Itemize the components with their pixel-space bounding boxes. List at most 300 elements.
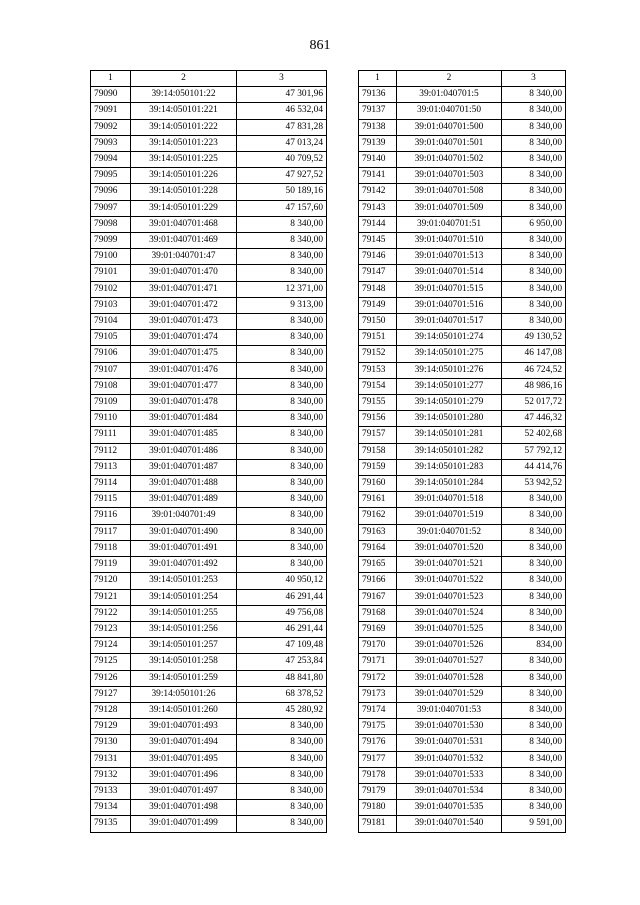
- cadastral-number-cell: 39:01:040701:527: [397, 654, 502, 670]
- table-row: [91, 589, 327, 605]
- table-row: [359, 767, 566, 783]
- registry-table-left: [90, 70, 327, 833]
- cadastral-number-cell: 39:14:050101:259: [131, 670, 237, 686]
- table-row: [91, 427, 327, 443]
- value-cell: 8 340,00: [237, 314, 327, 330]
- row-number-cell: 79140: [359, 152, 397, 168]
- value-cell: 40 950,12: [237, 573, 327, 589]
- cadastral-number-cell: 39:01:040701:468: [131, 216, 237, 232]
- cadastral-number-cell: 39:14:050101:275: [397, 346, 502, 362]
- cadastral-number-cell: 39:14:050101:282: [397, 443, 502, 459]
- cadastral-number-cell: 39:01:040701:503: [397, 168, 502, 184]
- cadastral-number-cell: 39:01:040701:501: [397, 135, 502, 151]
- cadastral-number-cell: 39:14:050101:279: [397, 395, 502, 411]
- row-number-cell: 79153: [359, 362, 397, 378]
- cadastral-number-cell: 39:01:040701:484: [131, 411, 237, 427]
- value-cell: 8 340,00: [237, 767, 327, 783]
- cadastral-number-cell: 39:01:040701:525: [397, 621, 502, 637]
- registry-table-right: [358, 70, 566, 833]
- value-cell: 8 340,00: [237, 395, 327, 411]
- value-cell: 8 340,00: [502, 783, 566, 799]
- cadastral-number-cell: 39:01:040701:489: [131, 492, 237, 508]
- row-number-cell: 79171: [359, 654, 397, 670]
- table-row: [359, 589, 566, 605]
- table-row: [91, 330, 327, 346]
- cadastral-number-cell: 39:01:040701:493: [131, 719, 237, 735]
- row-number-cell: 79118: [91, 540, 131, 556]
- table-row: [359, 314, 566, 330]
- table-row: [91, 281, 327, 297]
- row-number-cell: 79160: [359, 476, 397, 492]
- row-number-cell: 79130: [91, 735, 131, 751]
- row-number-cell: 79119: [91, 557, 131, 573]
- row-number-cell: 79136: [359, 87, 397, 103]
- table-row: [359, 184, 566, 200]
- value-cell: 8 340,00: [237, 411, 327, 427]
- table-row: [91, 395, 327, 411]
- value-cell: 8 340,00: [237, 557, 327, 573]
- cadastral-number-cell: 39:01:040701:491: [131, 540, 237, 556]
- cadastral-number-cell: 39:14:050101:228: [131, 184, 237, 200]
- value-cell: 48 841,80: [237, 670, 327, 686]
- value-cell: 46 291,44: [237, 589, 327, 605]
- row-number-cell: 79165: [359, 557, 397, 573]
- cadastral-number-cell: 39:01:040701:485: [131, 427, 237, 443]
- row-number-cell: 79104: [91, 314, 131, 330]
- value-cell: 47 927,52: [237, 168, 327, 184]
- cadastral-number-cell: 39:14:050101:223: [131, 135, 237, 151]
- row-number-cell: 79111: [91, 427, 131, 443]
- table-row: [359, 216, 566, 232]
- table-row: [91, 119, 327, 135]
- value-cell: 8 340,00: [502, 233, 566, 249]
- value-cell: 47 157,60: [237, 200, 327, 216]
- table-row: [359, 654, 566, 670]
- table-row: [91, 540, 327, 556]
- table-row: [91, 638, 327, 654]
- row-number-cell: 79122: [91, 605, 131, 621]
- value-cell: 8 340,00: [502, 540, 566, 556]
- value-cell: 6 950,00: [502, 216, 566, 232]
- cadastral-number-cell: 39:14:050101:260: [131, 702, 237, 718]
- table-row: [359, 621, 566, 637]
- value-cell: 8 340,00: [237, 233, 327, 249]
- value-cell: 8 340,00: [237, 816, 327, 832]
- cadastral-number-cell: 39:14:050101:283: [397, 459, 502, 475]
- row-number-cell: 79150: [359, 314, 397, 330]
- row-number-cell: 79134: [91, 800, 131, 816]
- table-row: [91, 184, 327, 200]
- value-cell: 8 340,00: [237, 800, 327, 816]
- column-header-3: 3: [237, 71, 327, 87]
- cadastral-number-cell: 39:14:050101:26: [131, 686, 237, 702]
- table-row: [91, 605, 327, 621]
- table-row: [359, 686, 566, 702]
- row-number-cell: 79170: [359, 638, 397, 654]
- value-cell: 53 942,52: [502, 476, 566, 492]
- table-row: [91, 735, 327, 751]
- value-cell: 46 291,44: [237, 621, 327, 637]
- cadastral-number-cell: 39:14:050101:281: [397, 427, 502, 443]
- header-row: [359, 71, 566, 87]
- header-row: [91, 71, 327, 87]
- row-number-cell: 79144: [359, 216, 397, 232]
- table-row: [359, 816, 566, 832]
- row-number-cell: 79121: [91, 589, 131, 605]
- cadastral-number-cell: 39:01:040701:529: [397, 686, 502, 702]
- value-cell: 8 340,00: [502, 751, 566, 767]
- table-row: [359, 443, 566, 459]
- row-number-cell: 79169: [359, 621, 397, 637]
- value-cell: 8 340,00: [502, 492, 566, 508]
- row-number-cell: 79143: [359, 200, 397, 216]
- cadastral-number-cell: 39:01:040701:477: [131, 378, 237, 394]
- row-number-cell: 79120: [91, 573, 131, 589]
- table-row: [359, 152, 566, 168]
- row-number-cell: 79105: [91, 330, 131, 346]
- cadastral-number-cell: 39:01:040701:515: [397, 281, 502, 297]
- table-row: [359, 605, 566, 621]
- value-cell: 8 340,00: [237, 783, 327, 799]
- table-row: [91, 670, 327, 686]
- table-row: [91, 492, 327, 508]
- row-number-cell: 79124: [91, 638, 131, 654]
- row-number-cell: 79093: [91, 135, 131, 151]
- table-row: [91, 249, 327, 265]
- table-row: [91, 378, 327, 394]
- value-cell: 46 147,08: [502, 346, 566, 362]
- table-row: [359, 87, 566, 103]
- row-number-cell: 79096: [91, 184, 131, 200]
- row-number-cell: 79157: [359, 427, 397, 443]
- cadastral-number-cell: 39:14:050101:22: [131, 87, 237, 103]
- cadastral-number-cell: 39:14:050101:256: [131, 621, 237, 637]
- row-number-cell: 79129: [91, 719, 131, 735]
- cadastral-number-cell: 39:01:040701:517: [397, 314, 502, 330]
- cadastral-number-cell: 39:14:050101:257: [131, 638, 237, 654]
- table-row: [91, 686, 327, 702]
- row-number-cell: 79106: [91, 346, 131, 362]
- cadastral-number-cell: 39:01:040701:475: [131, 346, 237, 362]
- table-row: [359, 362, 566, 378]
- cadastral-number-cell: 39:14:050101:229: [131, 200, 237, 216]
- value-cell: 8 340,00: [237, 362, 327, 378]
- value-cell: 8 340,00: [502, 297, 566, 313]
- value-cell: 8 340,00: [237, 443, 327, 459]
- row-number-cell: 79090: [91, 87, 131, 103]
- value-cell: 8 340,00: [502, 87, 566, 103]
- table-row: [359, 281, 566, 297]
- row-number-cell: 79112: [91, 443, 131, 459]
- cadastral-number-cell: 39:01:040701:492: [131, 557, 237, 573]
- value-cell: 8 340,00: [502, 654, 566, 670]
- row-number-cell: 79154: [359, 378, 397, 394]
- cadastral-number-cell: 39:01:040701:495: [131, 751, 237, 767]
- row-number-cell: 79113: [91, 459, 131, 475]
- table-row: [359, 508, 566, 524]
- value-cell: 8 340,00: [502, 800, 566, 816]
- cadastral-number-cell: 39:01:040701:519: [397, 508, 502, 524]
- cadastral-number-cell: 39:14:050101:254: [131, 589, 237, 605]
- row-number-cell: 79116: [91, 508, 131, 524]
- table-row: [91, 200, 327, 216]
- value-cell: 50 189,16: [237, 184, 327, 200]
- table-row: [91, 816, 327, 832]
- table-row: [359, 670, 566, 686]
- value-cell: 8 340,00: [237, 249, 327, 265]
- value-cell: 8 340,00: [502, 135, 566, 151]
- row-number-cell: 79155: [359, 395, 397, 411]
- row-number-cell: 79175: [359, 719, 397, 735]
- row-number-cell: 79149: [359, 297, 397, 313]
- table-row: [91, 654, 327, 670]
- cadastral-number-cell: 39:14:050101:284: [397, 476, 502, 492]
- cadastral-number-cell: 39:01:040701:500: [397, 119, 502, 135]
- cadastral-number-cell: 39:01:040701:516: [397, 297, 502, 313]
- cadastral-number-cell: 39:01:040701:52: [397, 524, 502, 540]
- table-row: [359, 330, 566, 346]
- cadastral-number-cell: 39:01:040701:524: [397, 605, 502, 621]
- row-number-cell: 79126: [91, 670, 131, 686]
- value-cell: 8 340,00: [502, 767, 566, 783]
- cadastral-number-cell: 39:01:040701:47: [131, 249, 237, 265]
- value-cell: 8 340,00: [502, 605, 566, 621]
- row-number-cell: 79101: [91, 265, 131, 281]
- cadastral-number-cell: 39:01:040701:530: [397, 719, 502, 735]
- row-number-cell: 79146: [359, 249, 397, 265]
- cadastral-number-cell: 39:01:040701:53: [397, 702, 502, 718]
- value-cell: 68 378,52: [237, 686, 327, 702]
- value-cell: 8 340,00: [502, 508, 566, 524]
- value-cell: 12 371,00: [237, 281, 327, 297]
- cadastral-number-cell: 39:01:040701:494: [131, 735, 237, 751]
- cadastral-number-cell: 39:01:040701:49: [131, 508, 237, 524]
- row-number-cell: 79138: [359, 119, 397, 135]
- table-row: [359, 524, 566, 540]
- table-row: [359, 459, 566, 475]
- row-number-cell: 79115: [91, 492, 131, 508]
- value-cell: 40 709,52: [237, 152, 327, 168]
- value-cell: 8 340,00: [502, 103, 566, 119]
- row-number-cell: 79131: [91, 751, 131, 767]
- row-number-cell: 79097: [91, 200, 131, 216]
- value-cell: 8 340,00: [502, 557, 566, 573]
- row-number-cell: 79158: [359, 443, 397, 459]
- value-cell: 9 591,00: [502, 816, 566, 832]
- row-number-cell: 79145: [359, 233, 397, 249]
- cadastral-number-cell: 39:01:040701:474: [131, 330, 237, 346]
- row-number-cell: 79181: [359, 816, 397, 832]
- table-row: [359, 540, 566, 556]
- cadastral-number-cell: 39:01:040701:513: [397, 249, 502, 265]
- cadastral-number-cell: 39:14:050101:276: [397, 362, 502, 378]
- cadastral-number-cell: 39:01:040701:469: [131, 233, 237, 249]
- column-header-3: 3: [502, 71, 566, 87]
- cadastral-number-cell: 39:01:040701:522: [397, 573, 502, 589]
- cadastral-number-cell: 39:01:040701:514: [397, 265, 502, 281]
- cadastral-number-cell: 39:01:040701:533: [397, 767, 502, 783]
- value-cell: 8 340,00: [237, 427, 327, 443]
- table-row: [91, 233, 327, 249]
- table-row: [359, 476, 566, 492]
- table-row: [359, 168, 566, 184]
- cadastral-number-cell: 39:01:040701:526: [397, 638, 502, 654]
- row-number-cell: 79178: [359, 767, 397, 783]
- row-number-cell: 79117: [91, 524, 131, 540]
- value-cell: 8 340,00: [502, 621, 566, 637]
- table-row: [91, 297, 327, 313]
- table-row: [91, 476, 327, 492]
- cadastral-number-cell: 39:01:040701:521: [397, 557, 502, 573]
- row-number-cell: 79132: [91, 767, 131, 783]
- row-number-cell: 79168: [359, 605, 397, 621]
- cadastral-number-cell: 39:14:050101:221: [131, 103, 237, 119]
- cadastral-number-cell: 39:01:040701:487: [131, 459, 237, 475]
- row-number-cell: 79127: [91, 686, 131, 702]
- page-number: 861: [309, 38, 331, 53]
- table-row: [359, 751, 566, 767]
- table-row: [359, 200, 566, 216]
- table-row: [91, 265, 327, 281]
- row-number-cell: 79094: [91, 152, 131, 168]
- table-row: [359, 427, 566, 443]
- value-cell: 8 340,00: [237, 719, 327, 735]
- value-cell: 8 340,00: [502, 314, 566, 330]
- value-cell: 8 340,00: [502, 702, 566, 718]
- cadastral-number-cell: 39:01:040701:490: [131, 524, 237, 540]
- row-number-cell: 79163: [359, 524, 397, 540]
- row-number-cell: 79141: [359, 168, 397, 184]
- column-header-2: 2: [131, 71, 237, 87]
- cadastral-number-cell: 39:01:040701:508: [397, 184, 502, 200]
- value-cell: 8 340,00: [237, 751, 327, 767]
- cadastral-number-cell: 39:01:040701:528: [397, 670, 502, 686]
- value-cell: 47 109,48: [237, 638, 327, 654]
- row-number-cell: 79152: [359, 346, 397, 362]
- value-cell: 52 402,68: [502, 427, 566, 443]
- cadastral-number-cell: 39:14:050101:253: [131, 573, 237, 589]
- cadastral-number-cell: 39:14:050101:222: [131, 119, 237, 135]
- column-header-2: 2: [397, 71, 502, 87]
- cadastral-number-cell: 39:14:050101:226: [131, 168, 237, 184]
- table-row: [91, 751, 327, 767]
- value-cell: 8 340,00: [502, 670, 566, 686]
- value-cell: 8 340,00: [237, 735, 327, 751]
- row-number-cell: 79147: [359, 265, 397, 281]
- value-cell: 8 340,00: [237, 492, 327, 508]
- table-row: [91, 362, 327, 378]
- value-cell: 8 340,00: [237, 508, 327, 524]
- table-row: [91, 783, 327, 799]
- cadastral-number-cell: 39:01:040701:509: [397, 200, 502, 216]
- table-row: [359, 702, 566, 718]
- value-cell: 46 724,52: [502, 362, 566, 378]
- row-number-cell: 79161: [359, 492, 397, 508]
- table-row: [91, 135, 327, 151]
- table-row: [91, 459, 327, 475]
- row-number-cell: 79177: [359, 751, 397, 767]
- table-row: [359, 103, 566, 119]
- table-row: [359, 783, 566, 799]
- cadastral-number-cell: 39:01:040701:498: [131, 800, 237, 816]
- row-number-cell: 79098: [91, 216, 131, 232]
- cadastral-number-cell: 39:01:040701:531: [397, 735, 502, 751]
- row-number-cell: 79103: [91, 297, 131, 313]
- row-number-cell: 79156: [359, 411, 397, 427]
- cadastral-number-cell: 39:01:040701:51: [397, 216, 502, 232]
- cadastral-number-cell: 39:01:040701:497: [131, 783, 237, 799]
- table-row: [91, 800, 327, 816]
- row-number-cell: 79166: [359, 573, 397, 589]
- row-number-cell: 79180: [359, 800, 397, 816]
- row-number-cell: 79092: [91, 119, 131, 135]
- table-row: [359, 557, 566, 573]
- value-cell: 47 253,84: [237, 654, 327, 670]
- row-number-cell: 79176: [359, 735, 397, 751]
- row-number-cell: 79159: [359, 459, 397, 475]
- table-row: [359, 395, 566, 411]
- row-number-cell: 79151: [359, 330, 397, 346]
- row-number-cell: 79172: [359, 670, 397, 686]
- value-cell: 57 792,12: [502, 443, 566, 459]
- table-row: [359, 492, 566, 508]
- value-cell: 8 340,00: [502, 524, 566, 540]
- row-number-cell: 79164: [359, 540, 397, 556]
- cadastral-number-cell: 39:01:040701:510: [397, 233, 502, 249]
- row-number-cell: 79174: [359, 702, 397, 718]
- value-cell: 8 340,00: [502, 573, 566, 589]
- value-cell: 8 340,00: [237, 524, 327, 540]
- table-row: [359, 378, 566, 394]
- value-cell: 52 017,72: [502, 395, 566, 411]
- value-cell: 8 340,00: [502, 152, 566, 168]
- row-number-cell: 79102: [91, 281, 131, 297]
- value-cell: 8 340,00: [502, 249, 566, 265]
- value-cell: 47 301,96: [237, 87, 327, 103]
- table-row: [359, 265, 566, 281]
- value-cell: 8 340,00: [237, 265, 327, 281]
- value-cell: 8 340,00: [237, 216, 327, 232]
- row-number-cell: 79125: [91, 654, 131, 670]
- value-cell: 8 340,00: [502, 200, 566, 216]
- column-header-1: 1: [91, 71, 131, 87]
- column-header-1: 1: [359, 71, 397, 87]
- row-number-cell: 79108: [91, 378, 131, 394]
- table-row: [359, 249, 566, 265]
- value-cell: 47 446,32: [502, 411, 566, 427]
- row-number-cell: 79114: [91, 476, 131, 492]
- row-number-cell: 79107: [91, 362, 131, 378]
- cadastral-number-cell: 39:01:040701:472: [131, 297, 237, 313]
- cadastral-number-cell: 39:14:050101:280: [397, 411, 502, 427]
- row-number-cell: 79148: [359, 281, 397, 297]
- value-cell: 44 414,76: [502, 459, 566, 475]
- table-row: [91, 314, 327, 330]
- value-cell: 45 280,92: [237, 702, 327, 718]
- row-number-cell: 79162: [359, 508, 397, 524]
- table-row: [91, 767, 327, 783]
- row-number-cell: 79179: [359, 783, 397, 799]
- value-cell: 8 340,00: [502, 119, 566, 135]
- table-row: [91, 443, 327, 459]
- row-number-cell: 79137: [359, 103, 397, 119]
- value-cell: 49 130,52: [502, 330, 566, 346]
- value-cell: 9 313,00: [237, 297, 327, 313]
- value-cell: 49 756,08: [237, 605, 327, 621]
- table-row: [91, 411, 327, 427]
- row-number-cell: 79109: [91, 395, 131, 411]
- cadastral-number-cell: 39:01:040701:471: [131, 281, 237, 297]
